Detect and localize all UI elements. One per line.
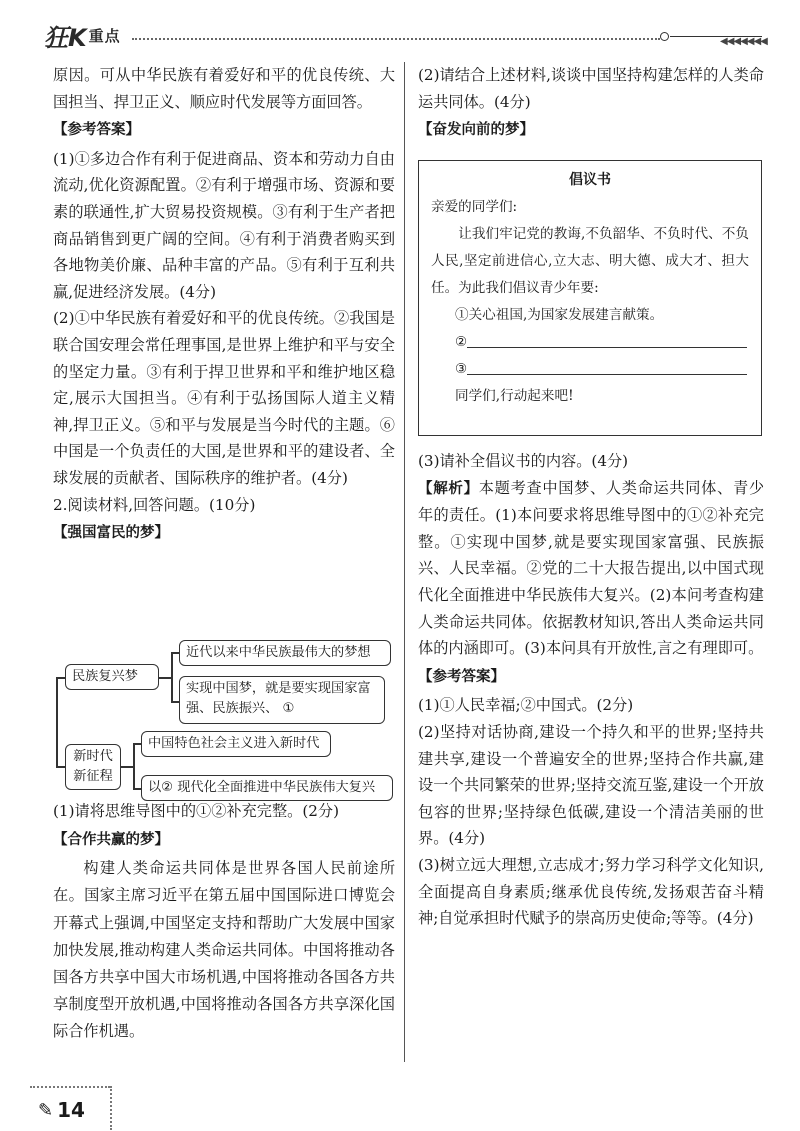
answer-1: (1)①多边合作有利于促进商品、资本和劳动力自由流动,优化资源配置。②有利于增强市场、资源和要素的联通性,扩大贸易投资规模。③有利于生产者把商品销售到更广阔的空间。④有利于消费者购买到各地物美价廉、品种丰富的产品。⑤有利于互利共赢,促进经济发展。(4分)	[53, 149, 395, 301]
connector	[171, 701, 179, 703]
section-heading-prosperity: 【强国富民的梦】	[53, 525, 169, 542]
question-2-2: (2)请结合上述材料,谈谈中国坚持构建怎样的人类命运共同体。(4分)	[418, 66, 764, 111]
answer-r1: (1)①人民幸福;②中国式。(2分)	[418, 696, 634, 715]
analysis-continuation: 原因。可从中华民族有着爱好和平的优良传统、大国担当、捍卫正义、顺应时代发展等方面回答。	[53, 66, 395, 111]
page-number-text: 14	[57, 1098, 85, 1122]
connector	[133, 743, 135, 789]
connector	[171, 652, 173, 702]
footer-dotted-rule	[30, 1086, 110, 1088]
mind-map-leaf-new-era: 中国特色社会主义进入新时代	[141, 731, 331, 757]
connector	[56, 677, 58, 767]
connector	[121, 766, 133, 768]
mind-map-root-new-era: 新时代新征程	[65, 744, 121, 790]
analysis-text: 本题考查中国梦、人类命运共同体、青少年的责任。(1)本问要求将思维导图中的①②补充完整。①实现中国梦,就是要实现国家富强、民族振兴、人民幸福。②党的二十大报告提出,以中国式现代化全面推进中华民族伟大复兴。(2)本问考查构建人类命运共同体。依据教材知识,答出人类命运共同体的内涵即可。(3)本问具有开放性,言之有理即可。	[418, 478, 765, 658]
proposal-body: 让我们牢记党的教诲,不负韶华、不负时代、不负人民,坚定前进信心,立大志、明大德、成大才、担大任。为此我们倡议青少年要:	[431, 226, 749, 296]
left-column-lower	[53, 798, 395, 1046]
section-heading-cooperation: 【合作共赢的梦】	[53, 831, 169, 848]
answer-heading: 【参考答案】	[53, 122, 140, 139]
connector	[159, 677, 171, 679]
proposal-item-1: ①关心祖国,为国家发展建言献策。	[455, 307, 664, 323]
brush-icon: ✎	[38, 1099, 54, 1121]
answer-r2: (2)坚持对话协商,建设一个持久和平的世界;坚持共建共享,建设一个普遍安全的世界;坚持合作共赢,建设一个共同繁荣的世界;坚持交流互鉴,建设一个开放包容的世界;坚持绿色低碳,建设一个清洁美丽的世界。(4分)	[418, 722, 764, 848]
page-number	[38, 1098, 85, 1122]
fill-in-blank-2[interactable]	[467, 331, 747, 348]
mind-map-root-rejuvenation: 民族复兴梦	[65, 664, 159, 690]
question-2-1: (1)请将思维导图中的①②补充完整。(2分)	[53, 802, 340, 820]
header-dotted-rule	[132, 38, 660, 40]
brand-logo	[44, 22, 121, 52]
left-column	[53, 62, 395, 549]
logo-mark: 狂K	[44, 23, 87, 52]
right-column-lower	[418, 448, 764, 932]
analysis-tag: 【解析】	[418, 480, 479, 497]
header-arrows-icon: ◀◀◀◀◀◀◀	[720, 36, 767, 47]
connector	[133, 743, 141, 745]
analysis-paragraph	[418, 475, 764, 662]
proposal-greeting: 亲爱的同学们:	[431, 199, 518, 215]
proposal-closing: 同学们,行动起来吧!	[455, 388, 574, 404]
mind-map-leaf-chinese-dream: 实现中国梦，就是要实现国家富强、民族振兴、 ①	[179, 676, 385, 724]
answer-heading-right: 【参考答案】	[418, 668, 505, 685]
logo-text: 重点	[88, 26, 121, 45]
item-2-marker: ②	[455, 334, 468, 350]
column-divider	[404, 62, 405, 1062]
mind-map-leaf-greatest-dream: 近代以来中华民族最伟大的梦想	[179, 640, 391, 666]
footer-dotted-vrule	[110, 1086, 112, 1130]
proposal-box	[418, 160, 762, 436]
mind-map	[53, 636, 398, 796]
proposal-item-3	[431, 356, 749, 383]
proposal-item-2	[431, 329, 749, 356]
fill-in-blank-3[interactable]	[467, 358, 747, 375]
mind-map-leaf-modernization: 以② 现代化全面推进中华民族伟大复兴	[141, 775, 393, 801]
question-2-3: (3)请补全倡议书的内容。(4分)	[418, 452, 629, 470]
question-2: 2.阅读材料,回答问题。(10分)	[53, 495, 256, 514]
connector	[171, 652, 179, 654]
proposal-title: 倡议书	[569, 172, 611, 188]
section-heading-striving: 【奋发向前的梦】	[418, 122, 534, 139]
answer-r3: (3)树立远大理想,立志成才;努力学习科学文化知识,全面提高自身素质;继承优良传统,发扬艰苦奋斗精神;自觉承担时代赋予的崇高历史使命;等等。(4分)	[418, 855, 764, 928]
connector	[133, 788, 141, 790]
item-3-marker: ③	[455, 361, 468, 377]
connector	[56, 766, 65, 768]
header-circle-ornament	[660, 32, 669, 41]
right-column-top	[418, 62, 764, 146]
material-text: 构建人类命运共同体是世界各国人民前途所在。国家主席习近平在第五届中国国际进口博览会开幕式上强调,中国坚定支持和帮助广大发展中国家加快发展,推动构建人类命运共同体。中国将推动各国各方共享中国大市场机遇,中国将推动各国各方共享制度型开放机遇,中国将推动各国各方共享深化国际合作机遇。	[53, 859, 395, 1041]
answer-2: (2)①中华民族有着爱好和平的优良传统。②我国是联合国安理会常任理事国,是世界上维护和平与安全的坚定力量。③有利于捍卫世界和平和维护地区稳定,展示大国担当。④有利于弘扬国际人道主义精神,捍卫正义。⑤和平与发展是当今时代的主题。⑥中国是一个负责任的大国,是世界和平的建设者、全球发展的贡献者、国际秩序的维护者。(4分)	[53, 309, 395, 487]
